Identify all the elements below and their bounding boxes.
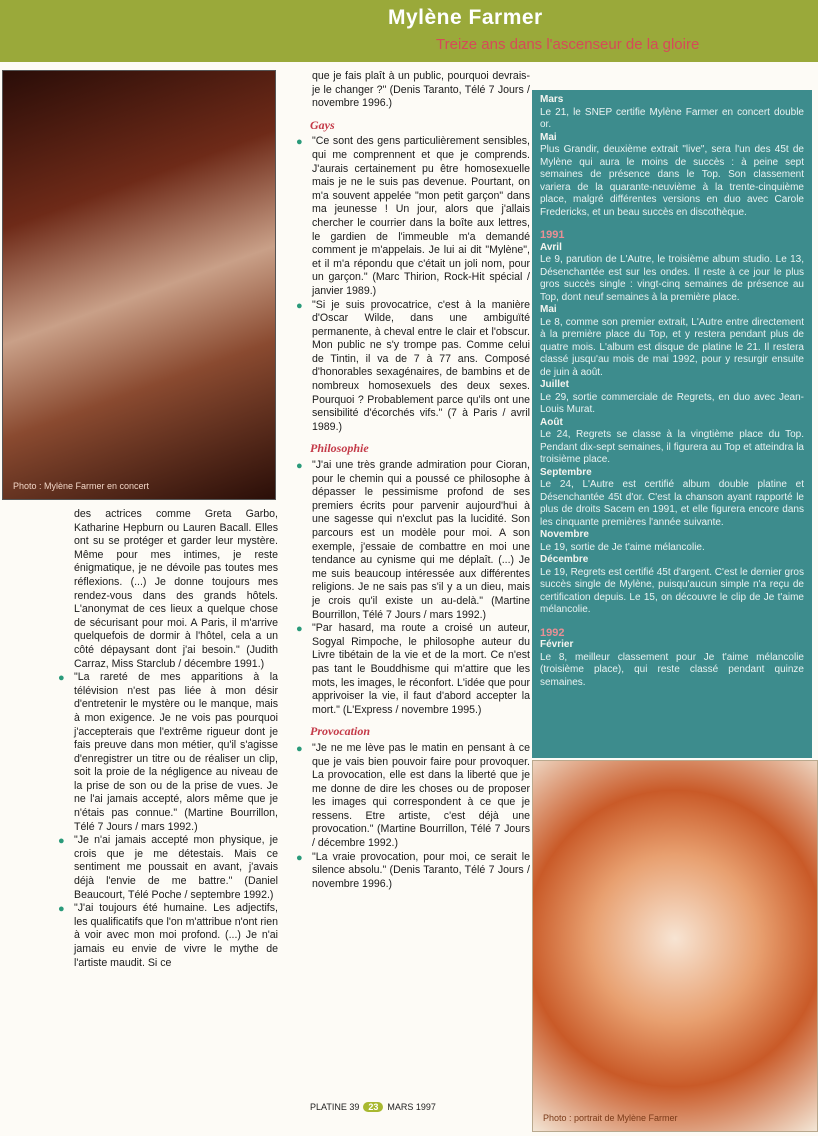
year-label: 1991 <box>540 229 565 241</box>
month-label: Décembre <box>540 554 589 565</box>
bullet-icon: ● <box>296 742 303 755</box>
quote-item: ● "J'ai une très grande admiration pour Cioran, pour le chemin qui a poussé ce philosophe à dépasser le pessimisme profond de ses premiers écrits pour parvenir aujourd'hui à une sagesse qui n'exclut pas la lucidité. Son parcours est un modèle pour moi. A son exemple, j'essaie de combattre en moi une tendance au cynisme qui me déplaît. (...) Je me suis beaucoup intéressée aux différentes religions. Je ne sais pas s'il y a un dieu, mais je crois qu'il existe un au-delà." (Martine Bourrillon, Télé 7 Jours / mars 1992.) <box>296 459 530 621</box>
quote-item: ● "Ce sont des gens particulièrement sensibles, qui me comprennent et que je comprends. J'aurais certainement pu être homosexuelle mais je ne le suis pas devenue. Pourtant, on m'a souvent appelée "mon petit garçon" dans ma jeunesse ! Un jour, alors que j'allais chercher le courrier dans la boîte aux lettres, le gardien de l'immeuble m'a demandé comment je m'appelais. Je lui ai dit "Mylène", et il m'a répondu que c'était un joli nom, pour un garçon." (Marc Thirion, Rock-Hit spécial / janvier 1989.) <box>296 135 530 297</box>
month-text: Le 8, comme son premier extrait, L'Autre entre directement à la première place du Top, et y restera pendant plus de quatre mois. L'album est disque de platine le 21. Il restera classé jusqu'au mois de mai 1992, pour y resurgir ensuite de juin à août. <box>540 316 804 378</box>
month-label: Septembre <box>540 466 592 478</box>
portrait-photo <box>532 760 818 1132</box>
month-text: Le 19, Regrets est certifié 45t d'argent. C'est le dernier gros succès single de Mylène, puisqu'aucun simple n'a reçu de certification depuis. Le 15, on découvre le clip de Je t'aime mélancolie. <box>540 566 804 615</box>
concert-photo <box>2 70 276 500</box>
bullet-icon: ● <box>58 672 65 685</box>
issue-date: MARS 1997 <box>387 1102 436 1112</box>
year-label: 1992 <box>540 626 565 639</box>
column-one-intro: des actrices comme Greta Garbo, Katharine Hepburn ou Lauren Bacall. Elles ont su se protéger et garder leur mystère. Même pour mes intimes, je reste énigmatique, je ne dévoile pas toutes mes réflexions. (...) Je donne toujours mes rendez-vous dans des grands hôtels. L'anonymat de ces lieux a quelque chose de sécurisant pour moi. A Paris, il m'arrive quelquefois de dormir à l'hôtel, cela a un côté dépaysant dont j'ai besoin." (Judith Carraz, Miss Starclub / décembre 1991.) <box>74 508 278 670</box>
section-title-philosophie: Philosophie <box>310 441 369 456</box>
chronology-list <box>540 94 804 689</box>
month-text: Le 19, sortie de Je t'aime mélancolie. <box>540 541 705 553</box>
month-label: Mars <box>540 94 564 105</box>
quote-item: ● "J'ai toujours été humaine. Les adjectifs, les qualificatifs que l'on m'attribue n'ont rien à voir avec mon moi profond. (...) Je n'ai jamais eu envie de vivre le mythe de l'artiste maudit. Si ce <box>58 902 278 969</box>
quote-item: ● "La rareté de mes apparitions à la télévision n'est pas liée à mon désir d'entretenir le mystère ou le manque, mais à mon exigence. Je ne vois pas pourquoi j'accepterais que l'extrême rigueur dont je fais preuve dans mon métier, qu'il s'agisse d'enregistrer un titre ou de réaliser un clip, soit la proie de la négligence au niveau de la prise de son ou de la prise de vues. Je ne l'ai jamais accepté, alors même que je n'étais pas connue." (Martine Bourrillon, Télé 7 Jours / mars 1992.) <box>58 671 278 833</box>
section-title-gays: Gays <box>310 117 335 132</box>
quote-item: ● "Je n'ai jamais accepté mon physique, je crois que je me détestais. Mais ce sentiment me poussait en avant, j'avais déjà l'envie de me battre." (Daniel Beaucourt, Télé Poche / septembre 1992.) <box>58 834 278 901</box>
article-subtitle: Treize ans dans l'ascenseur de la gloire <box>436 36 700 53</box>
magazine-name: PLATINE 39 <box>310 1102 360 1112</box>
portrait-photo-caption: Photo : portrait de Mylène Farmer <box>543 1113 678 1123</box>
month-text: Le 8, meilleur classement pour Je t'aime mélancolie (troisième place), qui reste classé pendant quinze semaines. <box>540 651 804 688</box>
month-label: Mai <box>540 131 557 143</box>
page-header <box>0 0 818 62</box>
quote-item: ● "Si je suis provocatrice, c'est à la manière d'Oscar Wilde, dans une ambiguïté permanente, à cheval entre le clair et l'obscur. Mon public ne s'y trompe pas. Comme celui de Tintin, il va de 7 à 77 ans. Composé d'honorables sexagénaires, de bambins et de nombreux homosexuels des deux sexes. Pourquoi ? Probablement parce qu'ils ont une sensibilité d'écorchés vifs." (7 à Paris / avril 1989.) <box>296 298 530 433</box>
concert-photo-caption: Photo : Mylène Farmer en concert <box>13 481 150 491</box>
page-number: 23 <box>363 1102 383 1112</box>
bullet-icon: ● <box>58 903 65 916</box>
month-text: Le 29, sortie commerciale de Regrets, en duo avec Jean-Louis Murat. <box>540 391 804 415</box>
month-label: Novembre <box>540 529 589 540</box>
month-label: Août <box>540 416 563 428</box>
column-two-intro: que je fais plaît à un public, pourquoi devrais-je le changer ?" (Denis Taranto, Télé 7 Jours / novembre 1996.) <box>312 70 530 110</box>
quote-item: ● "Par hasard, ma route a croisé un auteur, Sogyal Rimpoche, le philosophe auteur du Livre tibétain de la vie et de la mort. Ce n'est pas tant le Bouddhisme qui m'attire que les mots, les images, le réconfort. L'idée que pour apprivoiser la vie, il faut d'abord accepter la mort." (L'Express / novembre 1995.) <box>296 622 530 716</box>
month-label: Avril <box>540 241 562 253</box>
month-label: Mai <box>540 304 557 315</box>
month-text: Le 9, parution de L'Autre, le troisième album studio. Le 13, Désenchantée est sur les ondes. Il reste à ce jour le plus gros succès single : vingt-cinq semaines de présence au Top, dont neuf semaines à la première place. <box>540 254 804 303</box>
month-text: Le 24, L'Autre est certifié album double platine et Désenchantée 45t d'or. C'est la chanson ayant rapporté le plus de droits Sacem en 1991, et elle figurera encore dans les cinquante premières l'année suivante. <box>540 479 804 528</box>
bullet-icon: ● <box>58 835 65 848</box>
artist-title: Mylène Farmer <box>388 6 543 29</box>
month-label: Février <box>540 639 574 650</box>
bullet-icon: ● <box>296 136 303 149</box>
month-text: Plus Grandir, deuxième extrait "live", sera l'un des 45t de Mylène qui aura le moins de succès : à peine sept semaines de présence dans le Top. Son classement variera de la quarante-neuvième à la trente-cinquième place, malgré différentes versions en duo avec Carole Fredericks, et un beau succès en discothèque. <box>540 144 804 218</box>
bullet-icon: ● <box>296 299 303 312</box>
month-text: Le 24, Regrets se classe à la vingtième place du Top. Pendant dix-sept semaines, il figurera au Top et atteindra la troisième place. <box>540 429 804 465</box>
column-one <box>58 508 278 970</box>
quote-item: ● "La vraie provocation, pour moi, ce serait le silence absolu." (Denis Taranto, Télé 7 Jours / novembre 1996.) <box>296 850 530 890</box>
bullet-icon: ● <box>296 623 303 636</box>
chronology-sidebar <box>532 90 812 758</box>
bullet-icon: ● <box>296 851 303 864</box>
quote-item: ● "Je ne me lève pas le matin en pensant à ce que je vais bien pouvoir faire pour provoquer. La provocation, elle est dans la liberté que je me donne de dire les choses ou de proposer les images qui correspondent à ce que je ressens. Etre artiste, c'est déjà une provocation." (Martine Bourrillon, Télé 7 Jours / décembre 1992.) <box>296 741 530 850</box>
page-footer <box>310 1102 436 1112</box>
bullet-icon: ● <box>296 460 303 473</box>
month-label: Juillet <box>540 379 569 390</box>
section-title-provocation: Provocation <box>310 724 370 739</box>
month-text: Le 21, le SNEP certifie Mylène Farmer en concert double or. <box>540 106 804 130</box>
column-two <box>296 70 530 891</box>
